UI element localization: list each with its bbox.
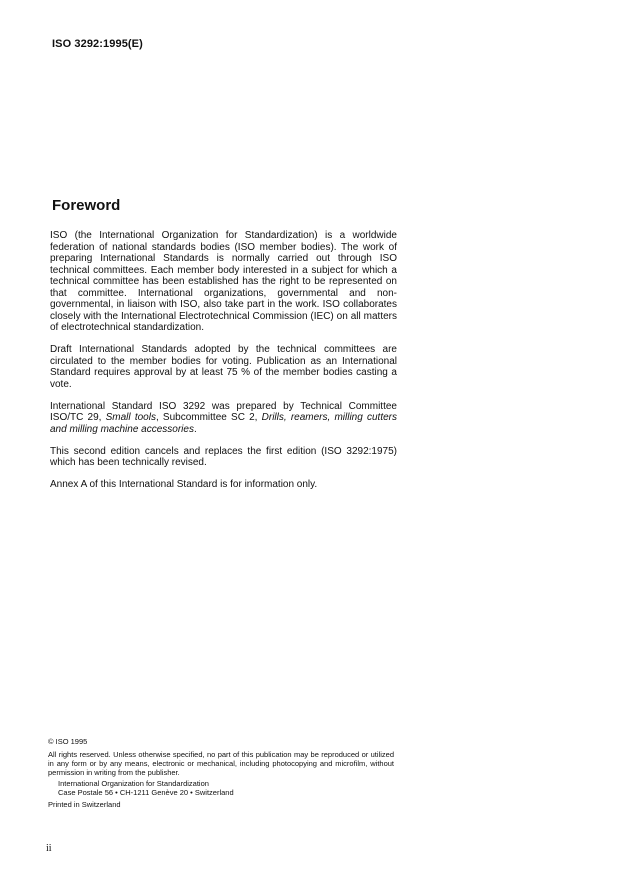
document-id-header: ISO 3292:1995(E) (52, 38, 143, 50)
rights-statement: All rights reserved. Unless otherwise specified, no part of this publication may be reproduced or utilized in any form or by any means, electronic or mechanical, including photocopying and microfilm, without permission in writing from the publisher. (48, 750, 394, 777)
foreword-body (50, 230, 397, 501)
page-number: ii (46, 843, 52, 854)
paragraph-3-text-middle: , Subcommittee SC 2, (155, 412, 262, 423)
foreword-paragraph-5: Annex A of this International Standard is for information only. (50, 479, 318, 490)
foreword-paragraph-2: Draft International Standards adopted by the technical committees are circulated to the member bodies for voting. Publication as an International Standard requires approval by at least 75 % of the member bodies casting a vote. (50, 344, 397, 390)
printed-in: Printed in Switzerland (48, 800, 121, 809)
subject-small-tools: Small tools (105, 412, 156, 423)
paragraph-3-text-start: International Standard ISO 3292 was prepared by Technical Committee ISO/TC 29, (50, 400, 397, 423)
copyright-block (48, 737, 394, 809)
organization-address: Case Postale 56 • CH-1211 Genève 20 • Switzerland (58, 788, 234, 797)
paragraph-3-text-end: . (193, 423, 197, 435)
foreword-paragraph-3 (50, 401, 397, 436)
subject-drills-reamers: Drills, reamers, milling cutters and milling machine accessories (50, 412, 398, 435)
organization-name: International Organization for Standardization (58, 779, 209, 788)
copyright-line: © ISO 1995 (48, 737, 88, 746)
foreword-paragraph-1: ISO (the International Organization for Standardization) is a worldwide federation of national standards bodies (ISO member bodies). The work of preparing International Standards is normally carried out through ISO technical committees. Each member body interested in a subject for which a technical committee has been established has the right to be represented on that committee. International organizations, governmental and non-governmental, in liaison with ISO, also take part in the work. ISO collaborates closely with the International Electrotechnical Commission (IEC) on all matters of electrotechnical standardization. (50, 230, 397, 333)
foreword-heading: Foreword (52, 197, 121, 214)
foreword-paragraph-4: This second edition cancels and replaces the first edition (ISO 3292:1975) which has been technically revised. (50, 445, 397, 468)
